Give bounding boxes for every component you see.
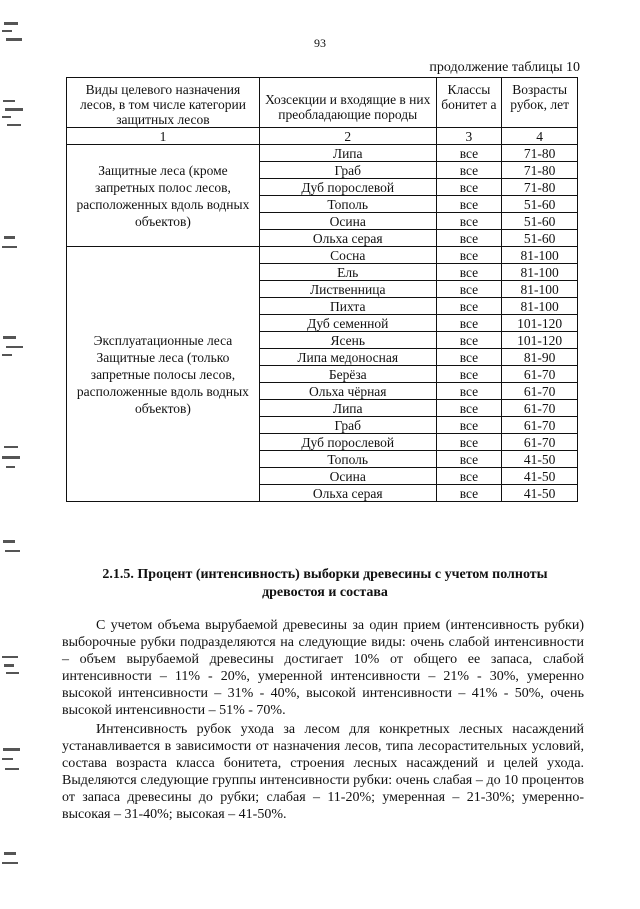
species-cell: Ольха серая <box>259 230 436 247</box>
section-body <box>62 617 584 825</box>
species-cell: Ель <box>259 264 436 281</box>
column-number: 1 <box>67 128 260 145</box>
species-cell: Лиственница <box>259 281 436 298</box>
species-cell: Липа медоносная <box>259 349 436 366</box>
age-cell: 61-70 <box>502 383 578 400</box>
age-cell: 81-100 <box>502 281 578 298</box>
age-cell: 41-50 <box>502 468 578 485</box>
header-class: Классы бонитет а <box>436 78 502 128</box>
class-cell: все <box>436 315 502 332</box>
species-cell: Тополь <box>259 196 436 213</box>
paragraph: С учетом объема вырубаемой древесины за один прием (интенсивность рубки) выборочные рубки подразделяются на следующие виды: очень слабой интенсивности – объем вырубаемой древесины достигает 10% от общего ее запаса, слабой интенсивности – 11% - 20%, умеренной интенсивности – 21% - 30%, умеренно высокой интенсивности – 31% - 40%, высокой интенсивности – 41% - 50%, очень высокой интенсивности – 51% - 70%. <box>62 618 584 718</box>
column-number-row <box>67 128 578 145</box>
species-cell: Липа <box>259 400 436 417</box>
age-cell: 61-70 <box>502 400 578 417</box>
age-cell: 61-70 <box>502 417 578 434</box>
category-cell: Защитные леса (кроме запретных полос лесов, расположенных вдоль водных объектов) <box>67 145 260 247</box>
species-cell: Граб <box>259 162 436 179</box>
class-cell: все <box>436 468 502 485</box>
species-cell: Граб <box>259 417 436 434</box>
category-cell: Эксплуатационные леса Защитные леса (только запретные полосы лесов, расположенные вдоль водных объектов) <box>67 247 260 502</box>
age-cell: 51-60 <box>502 213 578 230</box>
paragraph: Интенсивность рубок ухода за лесом для конкретных лесных насаждений устанавливается в зависимости от назначения лесов, типа лесорастительных условий, состава возраста класса бонитета, строения лесных насаждений и целей ухода. Выделяются следующие группы интенсивности рубки: очень слабая – до 10 процентов от запаса древесины до рубки; слабая – 11-20%; умеренная – 21-30%; умеренно-высокая – 31-40%; высокая – 41-50%. <box>62 722 584 822</box>
species-cell: Дуб порослевой <box>259 179 436 196</box>
binding-edge-marks <box>0 0 30 909</box>
species-cell: Пихта <box>259 298 436 315</box>
age-cell: 51-60 <box>502 196 578 213</box>
column-number: 3 <box>436 128 502 145</box>
class-cell: все <box>436 298 502 315</box>
class-cell: все <box>436 349 502 366</box>
age-cell: 101-120 <box>502 332 578 349</box>
class-cell: все <box>436 485 502 502</box>
class-cell: все <box>436 179 502 196</box>
species-cell: Ясень <box>259 332 436 349</box>
column-number: 2 <box>259 128 436 145</box>
class-cell: все <box>436 434 502 451</box>
age-cell: 71-80 <box>502 162 578 179</box>
class-cell: все <box>436 196 502 213</box>
class-cell: все <box>436 400 502 417</box>
age-cell: 41-50 <box>502 451 578 468</box>
section-heading: 2.1.5. Процент (интенсивность) выборки древесины с учетом полноты древостоя и состава <box>102 567 548 600</box>
species-cell: Осина <box>259 213 436 230</box>
species-cell: Ольха чёрная <box>259 383 436 400</box>
species-cell: Тополь <box>259 451 436 468</box>
species-cell: Липа <box>259 145 436 162</box>
species-cell: Дуб семенной <box>259 315 436 332</box>
table-row <box>67 145 578 162</box>
species-cell: Дуб порослевой <box>259 434 436 451</box>
species-cell: Сосна <box>259 247 436 264</box>
age-cell: 71-80 <box>502 179 578 196</box>
age-cell: 61-70 <box>502 366 578 383</box>
class-cell: все <box>436 145 502 162</box>
header-species: Хозсекции и входящие в них преобладающие породы <box>259 78 436 128</box>
age-cell: 81-100 <box>502 247 578 264</box>
class-cell: все <box>436 247 502 264</box>
class-cell: все <box>436 383 502 400</box>
class-cell: все <box>436 230 502 247</box>
class-cell: все <box>436 213 502 230</box>
table-header-row <box>67 78 578 128</box>
age-cell: 51-60 <box>502 230 578 247</box>
table-row <box>67 247 578 264</box>
age-cell: 41-50 <box>502 485 578 502</box>
class-cell: все <box>436 281 502 298</box>
class-cell: все <box>436 332 502 349</box>
table-continuation-caption: продолжение таблицы 10 <box>429 60 580 75</box>
age-cell: 81-100 <box>502 264 578 281</box>
class-cell: все <box>436 366 502 383</box>
header-purpose: Виды целевого назначения лесов, в том числе категории защитных лесов <box>67 78 260 128</box>
species-cell: Берёза <box>259 366 436 383</box>
class-cell: все <box>436 451 502 468</box>
class-cell: все <box>436 264 502 281</box>
age-cell: 61-70 <box>502 434 578 451</box>
age-cell: 81-100 <box>502 298 578 315</box>
felling-age-table <box>66 77 578 502</box>
column-number: 4 <box>502 128 578 145</box>
age-cell: 101-120 <box>502 315 578 332</box>
age-cell: 81-90 <box>502 349 578 366</box>
species-cell: Осина <box>259 468 436 485</box>
header-age: Возрасты рубок, лет <box>502 78 578 128</box>
class-cell: все <box>436 162 502 179</box>
class-cell: все <box>436 417 502 434</box>
page-number: 93 <box>314 36 326 50</box>
age-cell: 71-80 <box>502 145 578 162</box>
species-cell: Ольха серая <box>259 485 436 502</box>
